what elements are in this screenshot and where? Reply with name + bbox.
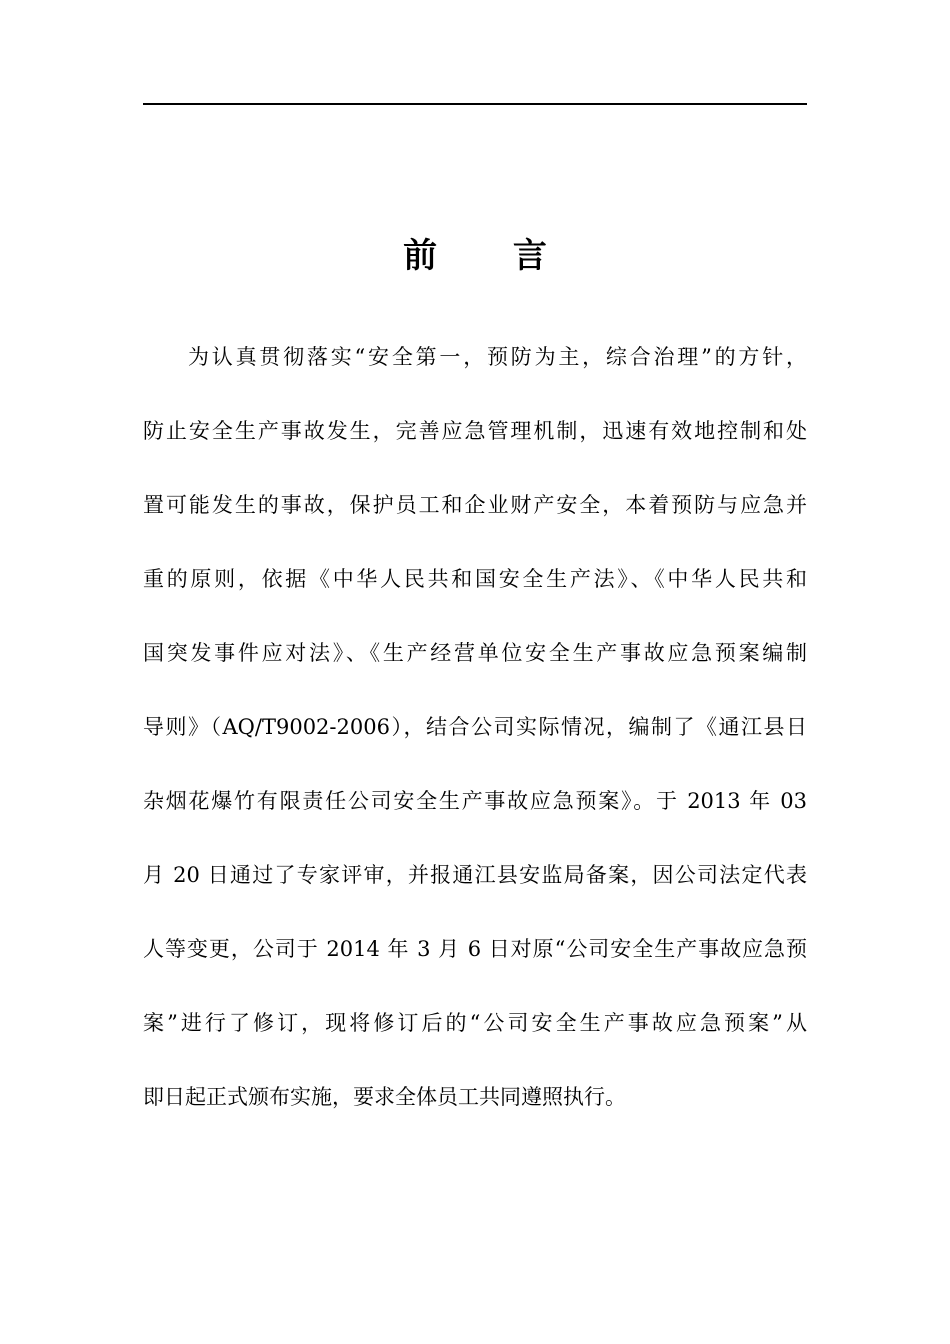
paragraph-line: 防止安全生产事故发生，完善应急管理机制，迅速有效地控制和处 bbox=[143, 419, 807, 443]
paragraph-line: 为认真贯彻落实“安全第一，预防为主，综合治理”的方针， bbox=[188, 345, 807, 369]
page-title: 前 言 bbox=[403, 236, 579, 276]
paragraph-line: 重的原则，依据《中华人民共和国安全生产法》、《中华人民共和 bbox=[143, 567, 807, 591]
paragraph-line: 即日起正式颁布实施，要求全体员工共同遵照执行。 bbox=[143, 1085, 626, 1109]
paragraph-line: 案”进行了修订，现将修订后的“公司安全生产事故应急预案”从 bbox=[143, 1011, 807, 1035]
paragraph-line: 国突发事件应对法》、《生产经营单位安全生产事故应急预案编制 bbox=[143, 641, 807, 665]
paragraph-line: 人等变更，公司于 2014 年 3 月 6 日对原“公司安全生产事故应急预 bbox=[143, 937, 807, 961]
paragraph-line: 杂烟花爆竹有限责任公司安全生产事故应急预案》。于 2013 年 03 bbox=[143, 789, 807, 813]
paragraph-line: 置可能发生的事故，保护员工和企业财产安全，本着预防与应急并 bbox=[143, 493, 807, 517]
header-rule bbox=[143, 103, 807, 105]
paragraph-line: 导则》（AQ/T9002-2006），结合公司实际情况，编制了《通江县日 bbox=[143, 715, 807, 739]
paragraph-line: 月 20 日通过了专家评审，并报通江县安监局备案，因公司法定代表 bbox=[143, 863, 807, 887]
preface-paragraph bbox=[143, 333, 807, 1147]
